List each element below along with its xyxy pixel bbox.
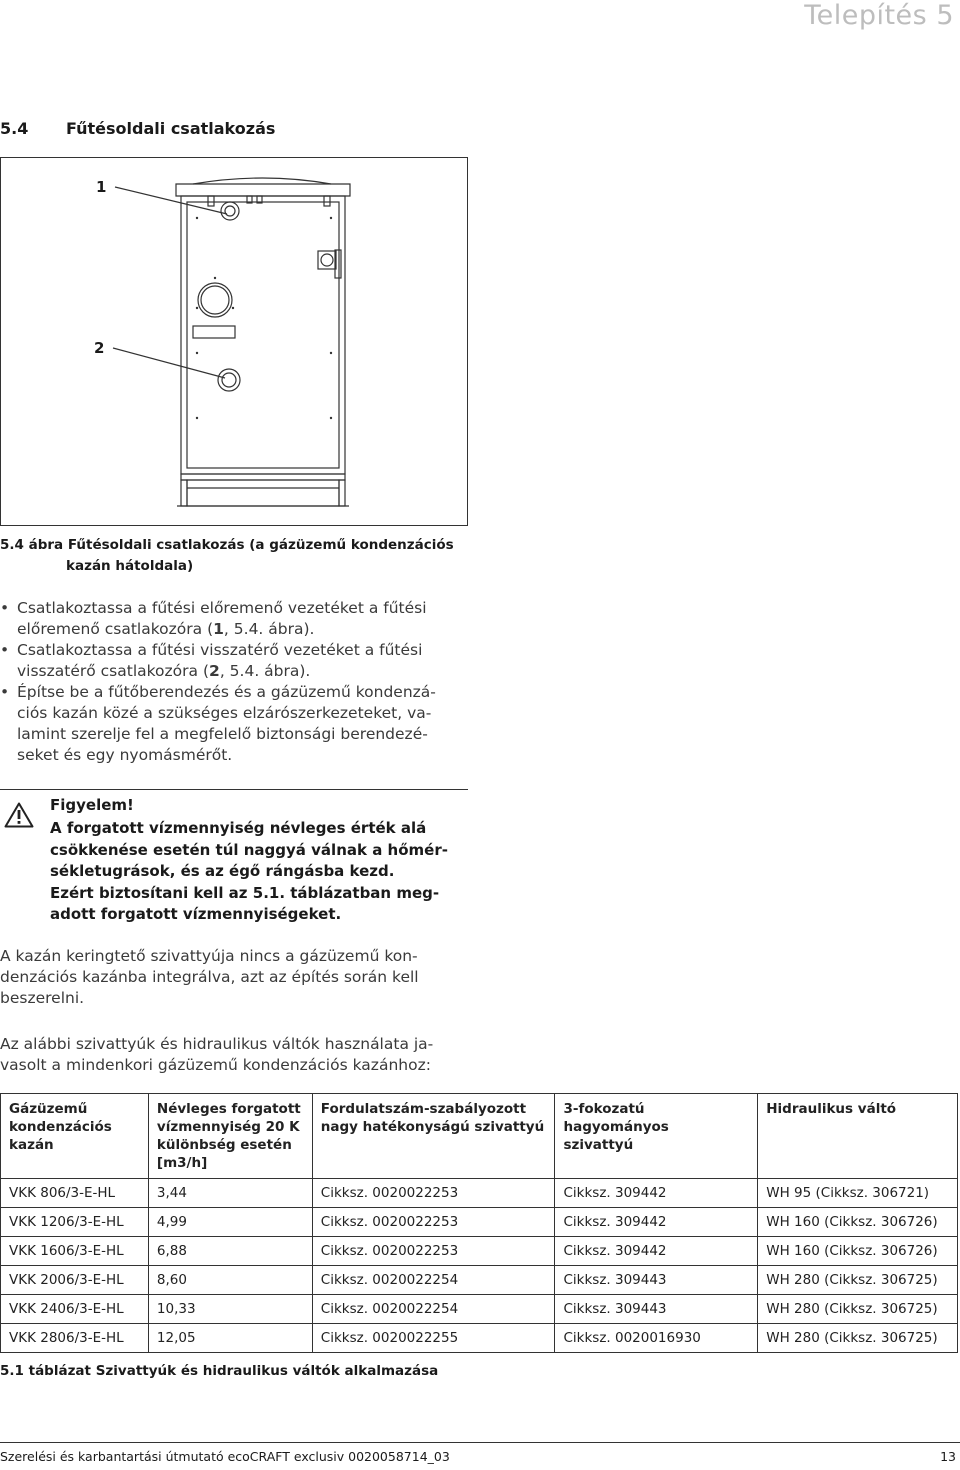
section-number: 5.4: [0, 119, 29, 138]
chapter-header: Telepítés 5: [804, 0, 954, 31]
warning-text: A forgatott vízmennyiség névleges érték alá csökkenése esetén túl naggyá válnak a hőmér- sékletugrások, és az égő rángásba kezd. Ezért biztosítani kell az 5.1. táblázatban meg- adott forgatott vízmennyiségeket.: [50, 819, 448, 923]
table-header-hydraulic-switch: Hidraulikus váltó: [758, 1094, 958, 1179]
figure-label-2: 2: [94, 339, 105, 357]
table-caption: 5.1 táblázat Szivattyúk és hidraulikus váltók alkalmazása: [0, 1363, 439, 1379]
table-header-speed-pump: Fordulatszám-szabályozott nagy hatékonyságú szivattyú: [312, 1094, 555, 1179]
footer-divider: [0, 1442, 960, 1443]
table-header-row: [1, 1094, 958, 1179]
boiler-rear-drawing: [1, 158, 467, 525]
table-row: VKK 1206/3-E-HL 4,99 Cikksz. 0020022253 Cikksz. 309442 WH 160 (Cikksz. 306726): [1, 1208, 958, 1237]
table-row: VKK 2006/3-E-HL 8,60 Cikksz. 0020022254 Cikksz. 309443 WH 280 (Cikksz. 306725): [1, 1266, 958, 1295]
table-header-boiler: Gázüzemű kondenzációs kazán: [1, 1094, 149, 1179]
table-header-flow: Névleges forgatott vízmennyiség 20 K különbség esetén [m3/h]: [148, 1094, 312, 1179]
warning-divider: [0, 789, 468, 790]
pump-table: [0, 1093, 958, 1353]
table-row: VKK 2406/3-E-HL 10,33 Cikksz. 0020022254 Cikksz. 309443 WH 280 (Cikksz. 306725): [1, 1295, 958, 1324]
warning-triangle-icon: [4, 802, 34, 828]
section-title: Fűtésoldali csatlakozás: [66, 119, 276, 138]
footer-document-title: Szerelési és karbantartási útmutató ecoCRAFT exclusiv 0020058714_03: [0, 1449, 450, 1464]
figure-caption: [0, 535, 454, 577]
table-row: VKK 1606/3-E-HL 6,88 Cikksz. 0020022253 Cikksz. 309442 WH 160 (Cikksz. 306726): [1, 1237, 958, 1266]
instruction-list: [0, 598, 470, 766]
table-row: VKK 806/3-E-HL 3,44 Cikksz. 0020022253 Cikksz. 309442 WH 95 (Cikksz. 306721): [1, 1179, 958, 1208]
figure-caption-line-1: 5.4 ábra Fűtésoldali csatlakozás (a gázüzemű kondenzációs: [0, 537, 454, 553]
list-item: • Csatlakoztassa a fűtési előremenő vezetéket a fűtési előremenő csatlakozóra (1, 5.4. ábra).: [0, 598, 470, 640]
figure-box: [0, 157, 468, 526]
list-item: • Csatlakoztassa a fűtési visszatérő vezetéket a fűtési visszatérő csatlakozóra (2, 5.4. ábra).: [0, 640, 470, 682]
table-row: VKK 2806/3-E-HL 12,05 Cikksz. 0020022255 Cikksz. 0020016930 WH 280 (Cikksz. 306725): [1, 1324, 958, 1353]
table-header-3stage-pump: 3-fokozatú hagyományos szivattyú: [555, 1094, 758, 1179]
figure-caption-line-2: kazán hátoldala): [66, 558, 194, 574]
recommendation-paragraph: Az alábbi szivattyúk és hidraulikus váltók használata ja- vasolt a mindenkori gázüzemű kondenzációs kazánhoz:: [0, 1035, 434, 1074]
page-number: 13: [940, 1449, 956, 1464]
pump-paragraph: A kazán keringtető szivattyúja nincs a gázüzemű kon- denzációs kazánba integrálva, azt az építés során kell beszerelni.: [0, 947, 419, 1007]
list-item: • Építse be a fűtőberendezés és a gázüzemű kondenzá- ciós kazán közé a szükséges elzárószerkezeteket, va- lamint szerelje fel a megfelelő biztonsági berendezé- seket és egy nyomásmérőt.: [0, 682, 470, 766]
figure-label-1: 1: [96, 178, 107, 196]
warning-title: Figyelem!: [50, 796, 134, 814]
